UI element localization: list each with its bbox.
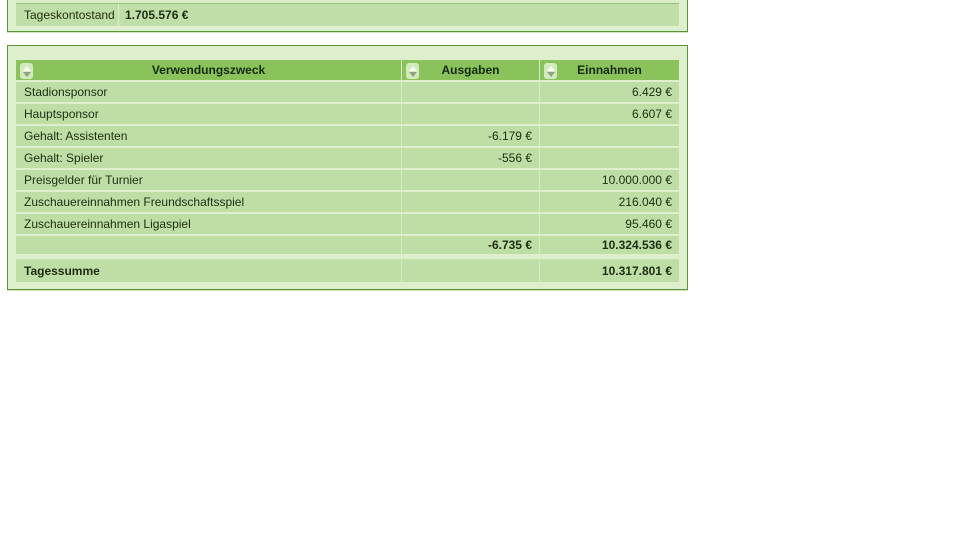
table-row (16, 104, 679, 126)
row-label: Zuschauereinnahmen Freundschaftsspiel (24, 195, 245, 209)
row-label: Gehalt: Spieler (24, 151, 104, 165)
account-balance-row (16, 4, 679, 26)
table-row (16, 170, 679, 192)
row-einnahmen-value (539, 148, 679, 168)
sort-icon-ausgaben[interactable] (406, 63, 419, 79)
day-sum-einnahmen-value: 10.317.801 € (539, 259, 679, 282)
header-verwendungszweck-label: Verwendungszweck (151, 63, 266, 77)
sort-down-arrow-icon (409, 72, 417, 77)
day-sum-row (16, 259, 679, 282)
row-label: Preisgelder für Turnier (24, 173, 143, 187)
totals-einnahmen-value: 10.324.536 € (539, 236, 679, 254)
table-row (16, 214, 679, 236)
header-einnahmen-label: Einnahmen (577, 63, 642, 77)
row-ausgaben-value (401, 192, 539, 212)
row-label: Zuschauereinnahmen Ligaspiel (24, 217, 191, 231)
totals-ausgaben-value: -6.735 € (401, 236, 539, 254)
header-ausgaben-label: Ausgaben (441, 63, 500, 77)
row-einnahmen-value: 10.000.000 € (539, 170, 679, 190)
row-label: Gehalt: Assistenten (24, 129, 128, 143)
row-label: Hauptsponsor (24, 107, 99, 121)
day-sum-ausgaben-value (401, 259, 539, 282)
header-einnahmen[interactable] (539, 60, 679, 80)
totals-label (16, 236, 401, 254)
row-ausgaben-value: -6.179 € (401, 126, 539, 146)
row-ausgaben-value (401, 170, 539, 190)
row-ausgaben-value (401, 104, 539, 124)
account-balance-panel (7, 0, 688, 32)
sort-up-arrow-icon (23, 66, 31, 71)
sort-down-arrow-icon (547, 72, 555, 77)
sort-up-arrow-icon (547, 66, 555, 71)
table-row (16, 126, 679, 148)
sort-icon-einnahmen[interactable] (544, 63, 557, 79)
row-einnahmen-value: 6.607 € (539, 104, 679, 124)
sort-up-arrow-icon (409, 66, 417, 71)
table-row (16, 148, 679, 170)
row-einnahmen-value: 95.460 € (539, 214, 679, 234)
row-ausgaben-value: -556 € (401, 148, 539, 168)
table-row (16, 192, 679, 214)
row-einnahmen-value: 6.429 € (539, 82, 679, 102)
row-ausgaben-value (401, 214, 539, 234)
table-row (16, 82, 679, 104)
day-sum-label: Tagessumme (24, 263, 100, 278)
header-ausgaben[interactable] (401, 60, 539, 80)
row-einnahmen-value (539, 126, 679, 146)
row-ausgaben-value (401, 82, 539, 102)
sort-down-arrow-icon (23, 72, 31, 77)
table-header-row (16, 60, 679, 82)
finance-table-panel (7, 45, 688, 290)
row-einnahmen-value: 216.040 € (539, 192, 679, 212)
account-balance-value: 1.705.576 € (118, 4, 679, 26)
row-label: Stadionsponsor (24, 85, 108, 99)
account-balance-label: Tageskontostand (24, 8, 115, 22)
header-verwendungszweck[interactable] (16, 60, 401, 80)
column-totals-row (16, 236, 679, 259)
sort-icon-verwendungszweck[interactable] (20, 63, 33, 79)
